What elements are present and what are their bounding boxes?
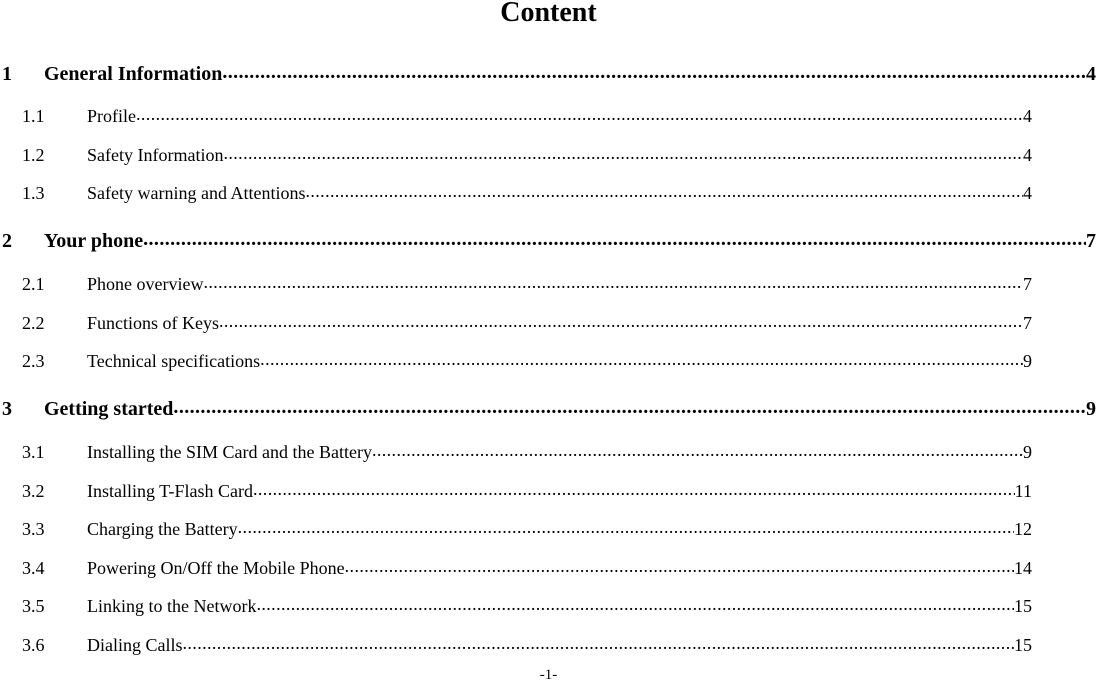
- dot-leader: [223, 143, 1023, 161]
- toc-entry-1[interactable]: [2, 60, 1096, 86]
- toc-label: Powering On/Off the Mobile Phone: [87, 558, 345, 578]
- toc-number: 3: [2, 398, 12, 420]
- toc-page-number: 4: [1023, 145, 1032, 165]
- toc-label: Profile: [87, 106, 136, 126]
- toc-entry-3-1[interactable]: [22, 440, 1032, 464]
- toc-entry-2-2[interactable]: [22, 311, 1032, 335]
- dot-leader: [256, 594, 1014, 612]
- toc-page-number: 4: [1023, 183, 1032, 203]
- toc-page-number: 14: [1014, 558, 1032, 578]
- toc-number: 3.5: [22, 596, 45, 616]
- toc-label: Linking to the Network: [87, 596, 257, 616]
- toc-page-number: 9: [1023, 442, 1032, 462]
- dot-leader: [222, 60, 1086, 80]
- toc-label: Dialing Calls: [87, 635, 183, 655]
- toc-label: Functions of Keys: [87, 313, 219, 333]
- toc-number: 3.1: [22, 442, 45, 462]
- toc-page-number: 9: [1023, 351, 1032, 371]
- page-title: Content: [500, 0, 597, 28]
- dot-leader: [143, 227, 1086, 247]
- toc-entry-3[interactable]: [2, 395, 1096, 421]
- toc-number: 2.3: [22, 351, 45, 371]
- toc-page-number: 15: [1014, 635, 1032, 655]
- dot-leader: [238, 517, 1014, 535]
- dot-leader: [253, 479, 1015, 497]
- toc-page-number: 4: [1086, 63, 1096, 85]
- toc-number: 3.2: [22, 481, 45, 501]
- toc-entry-3-2[interactable]: [22, 479, 1032, 503]
- toc-label: General Information: [44, 63, 223, 85]
- toc-entry-2[interactable]: [2, 227, 1096, 253]
- toc-entry-1-2[interactable]: [22, 143, 1032, 167]
- toc-number: 3.6: [22, 635, 45, 655]
- toc-page-number: 9: [1086, 398, 1096, 420]
- toc-label: Safety Information: [87, 145, 224, 165]
- toc-label: Charging the Battery: [87, 519, 238, 539]
- toc-page-number: 15: [1014, 596, 1032, 616]
- dot-leader: [372, 440, 1023, 458]
- dot-leader: [203, 272, 1023, 290]
- toc-number: 2: [2, 230, 12, 252]
- toc-label: Safety warning and Attentions: [87, 183, 306, 203]
- toc-entry-3-6[interactable]: [22, 633, 1032, 657]
- toc-page-number: 12: [1014, 519, 1032, 539]
- toc-page-number: 7: [1023, 274, 1032, 294]
- toc-label: Getting started: [44, 398, 174, 420]
- toc-label: Installing the SIM Card and the Battery: [87, 442, 372, 462]
- toc-label: Phone overview: [87, 274, 204, 294]
- dot-leader: [305, 181, 1023, 199]
- toc-entry-1-1[interactable]: [22, 104, 1032, 128]
- dot-leader: [219, 311, 1023, 329]
- toc-number: 3.3: [22, 519, 45, 539]
- toc-label: Installing T-Flash Card: [87, 481, 253, 501]
- toc-entry-3-4[interactable]: [22, 556, 1032, 580]
- dot-leader: [260, 349, 1023, 367]
- toc-page-number: 11: [1014, 481, 1032, 501]
- dot-leader: [173, 395, 1086, 415]
- toc-number: 1: [2, 63, 12, 85]
- toc-number: 3.4: [22, 558, 45, 578]
- toc-entry-1-3[interactable]: [22, 181, 1032, 205]
- toc-label: Technical specifications: [87, 351, 261, 371]
- toc-number: 1.1: [22, 106, 45, 126]
- dot-leader: [136, 104, 1023, 122]
- toc-entry-3-3[interactable]: [22, 517, 1032, 541]
- toc-page-number: 7: [1023, 313, 1032, 333]
- toc-entry-2-1[interactable]: [22, 272, 1032, 296]
- toc-number: 2.1: [22, 274, 45, 294]
- page-footer-number: -1-: [539, 667, 558, 683]
- toc-entry-3-5[interactable]: [22, 594, 1032, 618]
- toc-label: Your phone: [44, 230, 144, 252]
- dot-leader: [183, 633, 1015, 651]
- toc-page-number: 7: [1086, 230, 1096, 252]
- toc-page-number: 4: [1023, 106, 1032, 126]
- toc-number: 1.3: [22, 183, 45, 203]
- toc-number: 2.2: [22, 313, 45, 333]
- dot-leader: [345, 556, 1014, 574]
- toc-number: 1.2: [22, 145, 45, 165]
- toc-entry-2-3[interactable]: [22, 349, 1032, 373]
